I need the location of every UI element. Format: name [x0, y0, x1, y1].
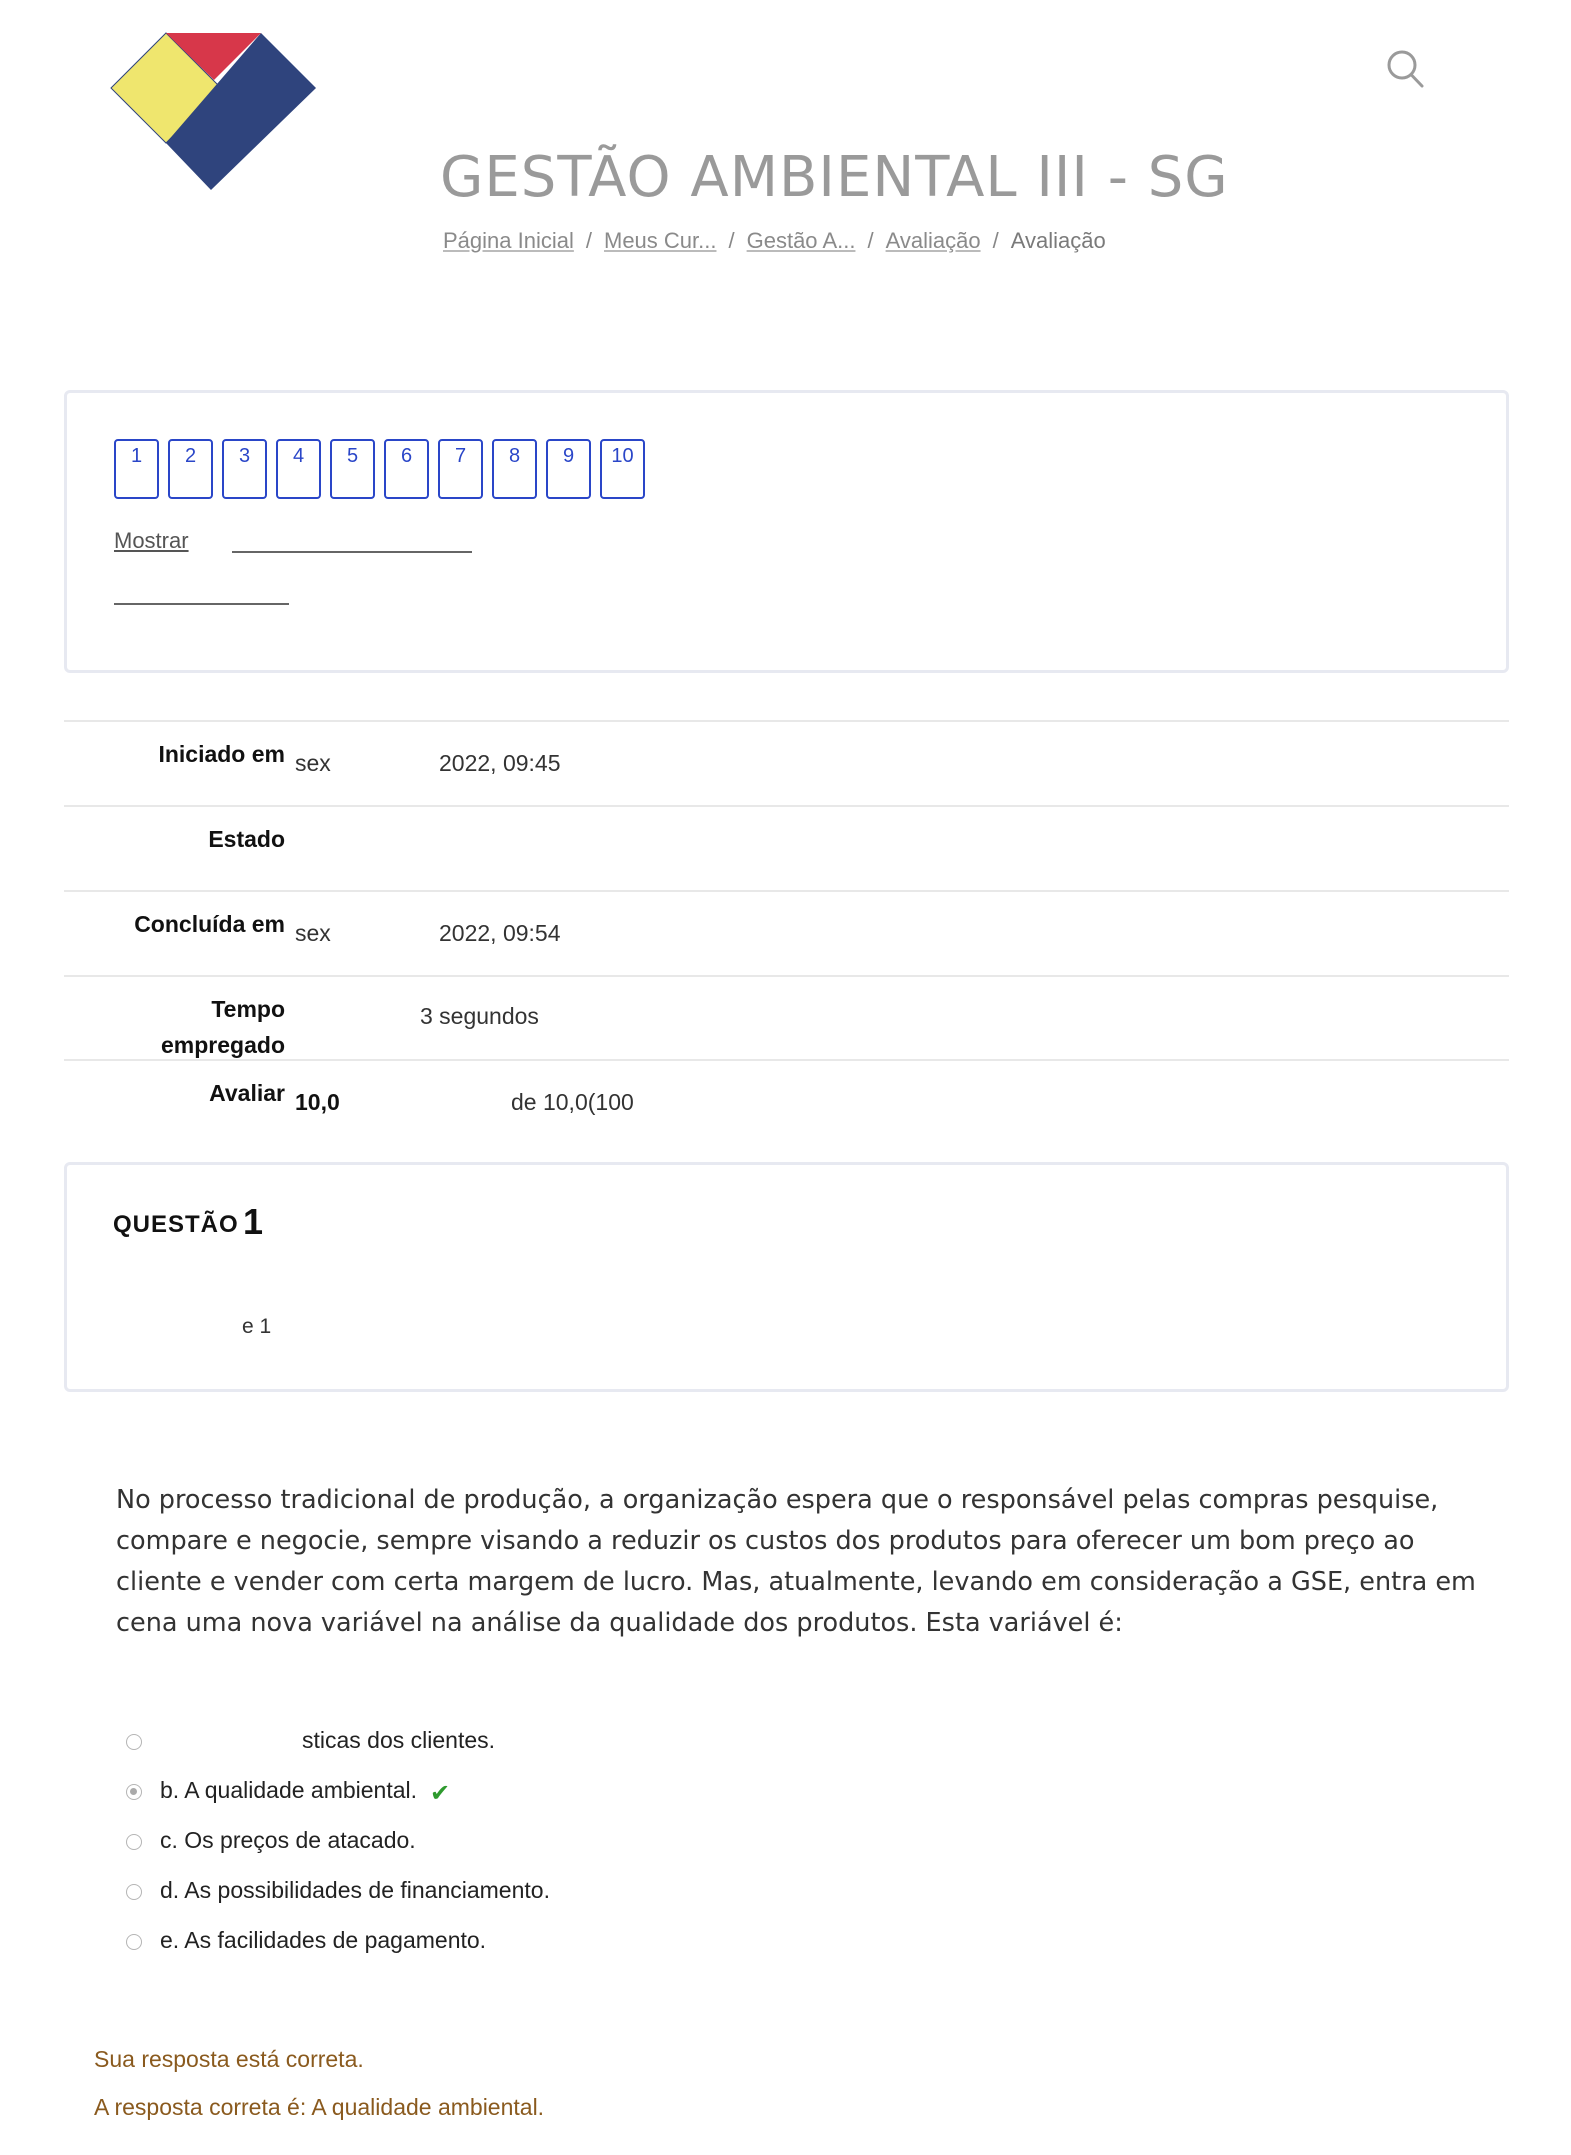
radio-button-selected[interactable] [126, 1784, 142, 1800]
question-info-panel [64, 1162, 1509, 1392]
question-number: 1 [243, 1201, 264, 1242]
summary-value: 10,0 [295, 1089, 340, 1115]
show-one-page-link[interactable]: Mostrar [114, 528, 189, 553]
summary-value: 2022, 09:54 [439, 920, 561, 946]
feedback-correct-answer: A resposta correta é: A qualidade ambiental. [94, 2094, 545, 2120]
answer-text: b. A qualidade ambiental. [160, 1777, 418, 1803]
radio-button[interactable] [126, 1734, 142, 1750]
link-underline [232, 551, 472, 553]
breadcrumb-separator: / [867, 228, 874, 253]
summary-value: sex [295, 750, 331, 776]
summary-value: sex [295, 920, 331, 946]
radio-button[interactable] [126, 1834, 142, 1850]
question-nav-button-7[interactable]: 7 [438, 439, 483, 499]
breadcrumb-home[interactable]: Página Inicial [443, 228, 574, 253]
question-nav-button-10[interactable]: 10 [600, 439, 645, 499]
answer-text: sticas dos clientes. [302, 1727, 496, 1753]
summary-row-started [64, 720, 1509, 805]
breadcrumb [443, 228, 1106, 254]
breadcrumb-separator: / [992, 228, 999, 253]
breadcrumb-separator: / [585, 228, 592, 253]
answer-text: c. Os preços de atacado. [160, 1827, 416, 1853]
answer-text: d. As possibilidades de financiamento. [160, 1877, 550, 1903]
question-text: No processo tradicional de produção, a organização espera que o responsável pelas compras pesquise, compare e negocie, sempre visando a reduzir os custos dos produtos para oferecer um bom preço ao cliente e vender com certa margem de lucro. Mas, atualmente, levando em consideração a GSE, entra em cena uma nova variável na análise da qualidade dos produtos. Esta variável é: [116, 1485, 1476, 1638]
radio-button[interactable] [126, 1884, 142, 1900]
question-nav-buttons [114, 439, 645, 499]
quiz-navigation-panel [64, 390, 1509, 673]
breadcrumb-course[interactable]: Gestão A... [746, 228, 856, 253]
summary-label: Tempo empregado [161, 996, 285, 1058]
summary-row-state [64, 805, 1509, 890]
question-nav-button-1[interactable]: 1 [114, 439, 159, 499]
summary-row-time-taken [64, 975, 1509, 1059]
question-nav-button-9[interactable]: 9 [546, 439, 591, 499]
breadcrumb-section[interactable]: Avaliação [885, 228, 981, 253]
summary-row-grade [64, 1059, 1509, 1144]
question-nav-button-2[interactable]: 2 [168, 439, 213, 499]
breadcrumb-my-courses[interactable]: Meus Cur... [604, 228, 717, 253]
answer-text: e. As facilidades de pagamento. [160, 1927, 487, 1953]
site-logo[interactable] [106, 30, 316, 190]
radio-button[interactable] [126, 1934, 142, 1950]
feedback-status: Sua resposta está correta. [94, 2046, 364, 2072]
search-icon[interactable] [1385, 48, 1425, 90]
summary-label: Concluída em [134, 911, 285, 937]
question-nav-button-3[interactable]: 3 [222, 439, 267, 499]
correct-check-icon: ✔ [430, 1780, 451, 1807]
breadcrumb-current: Avaliação [1010, 228, 1106, 253]
question-nav-button-8[interactable]: 8 [492, 439, 537, 499]
summary-value: 2022, 09:45 [439, 750, 561, 776]
summary-label: Iniciado em [158, 741, 285, 767]
summary-label: Avaliar [209, 1080, 285, 1106]
summary-value: 3 segundos [420, 1003, 539, 1029]
question-label: QUESTÃO [113, 1211, 239, 1238]
summary-label: Estado [208, 826, 285, 852]
summary-value: de 10,0(100 [511, 1089, 634, 1115]
link-underline [114, 603, 289, 605]
attempt-summary-table [64, 720, 1509, 1144]
question-mark: e 1 [242, 1315, 272, 1338]
course-title: GESTÃO AMBIENTAL III - SG [440, 145, 1229, 210]
question-nav-button-5[interactable]: 5 [330, 439, 375, 499]
question-nav-button-6[interactable]: 6 [384, 439, 429, 499]
breadcrumb-separator: / [728, 228, 735, 253]
summary-row-completed [64, 890, 1509, 975]
question-nav-button-4[interactable]: 4 [276, 439, 321, 499]
